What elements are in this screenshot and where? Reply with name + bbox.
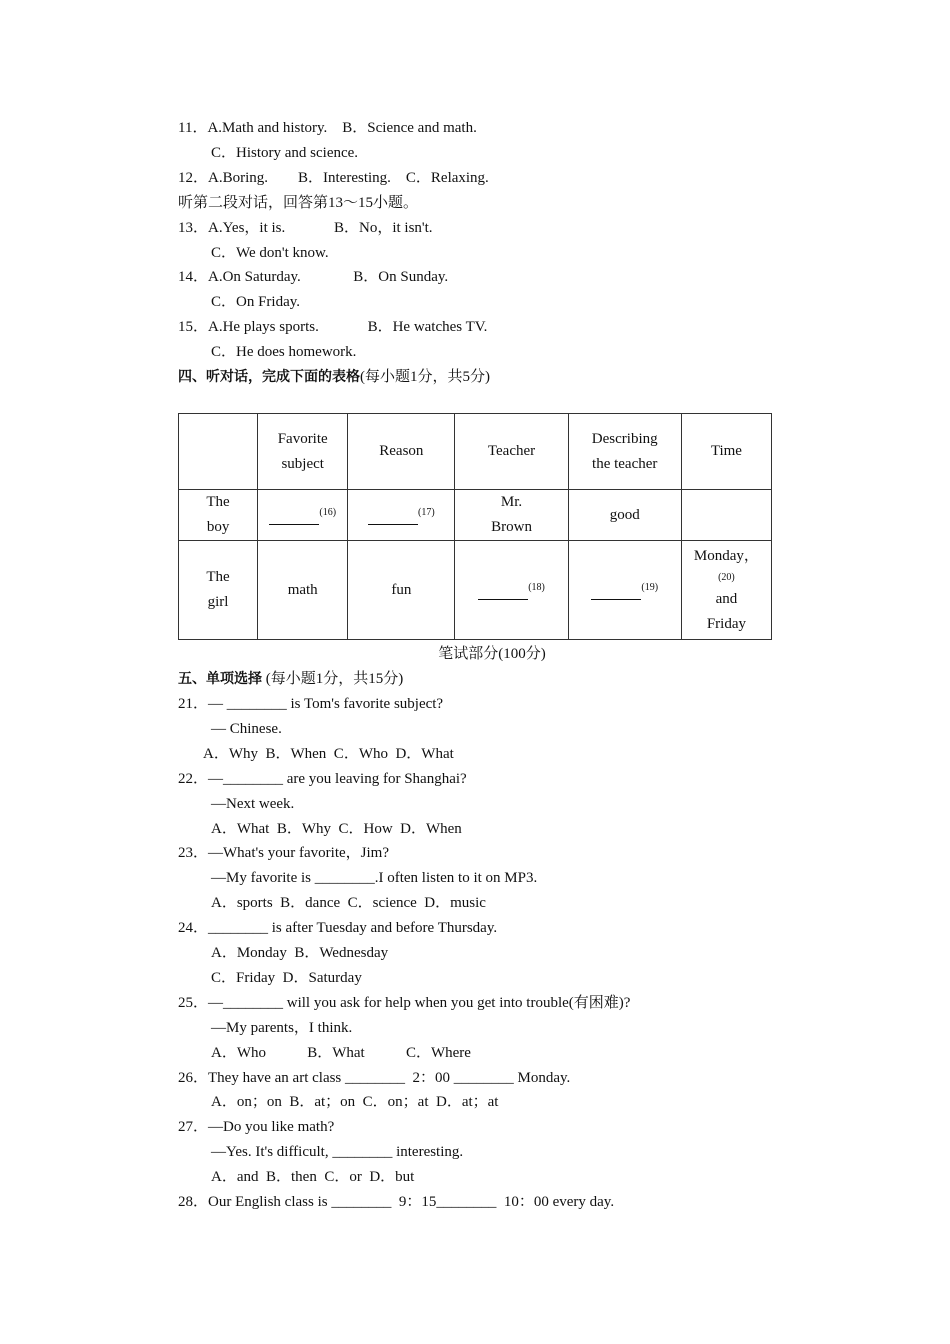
- question-line: 14．A.On Saturday. B．On Sunday.: [178, 269, 449, 286]
- question-line: A．Monday B．Wednesday: [211, 945, 389, 961]
- question-line: C．He does homework.: [211, 344, 357, 361]
- section-4-score: (每小题1分，共5分): [360, 369, 490, 385]
- question-line: 12．A.Boring. B．Interesting. C．Relaxing.: [178, 169, 489, 186]
- section-5-score: (每小题1分，共15分): [262, 671, 404, 687]
- girl-time: Monday， (20) and Friday: [681, 541, 771, 640]
- section-4-title: 四、听对话，完成下面的表格: [178, 369, 360, 385]
- question-line: 25．—________ will you ask for help when you get into trouble(有困难)?: [178, 994, 631, 1011]
- question-line: 28．Our English class is ________ 9：15________ 10：00 every day.: [178, 1194, 615, 1210]
- question-line: A．and B．then C．or D．but: [211, 1169, 415, 1186]
- question-line: —My parents，I think.: [211, 1019, 353, 1036]
- question-line: —My favorite is ________.I often listen to it on MP3.: [211, 870, 538, 887]
- header-reason: Reason: [348, 414, 455, 490]
- blank-18: (18): [455, 541, 568, 640]
- question-line: A．What B．Why C．How D．When: [211, 820, 462, 837]
- question-line: 24．________ is after Tuesday and before Thursday.: [178, 920, 498, 937]
- boy-teacher: Mr. Brown: [455, 490, 568, 541]
- header-describing: Describing the teacher: [568, 414, 681, 490]
- question-line: C．Friday D．Saturday: [211, 969, 362, 986]
- question-line: 11．A.Math and history. B．Science and math.: [178, 120, 477, 136]
- section-5-heading: [178, 669, 403, 689]
- question-line: 13．A.Yes，it is. B．No，it isn't.: [178, 219, 433, 236]
- section-4-heading: [178, 367, 490, 387]
- question-line: C．We don't know.: [211, 244, 329, 261]
- question-line: A．on；on B．at；on C．on；at D．at；at: [211, 1094, 499, 1111]
- blank-16: (16): [258, 490, 348, 541]
- header-empty: [179, 414, 258, 490]
- written-part-heading: 笔试部分(100分): [438, 646, 546, 662]
- question-line: 22．—________ are you leaving for Shanghai?: [178, 770, 467, 787]
- table-row-boy: [179, 490, 772, 541]
- question-line: 27．—Do you like math?: [178, 1119, 335, 1136]
- question-line: A．sports B．dance C．science D．music: [211, 895, 486, 912]
- question-line: 26．They have an art class ________ 2：00 ________ Monday.: [178, 1069, 571, 1086]
- boy-describe: good: [568, 490, 681, 541]
- question-line: — Chinese.: [211, 720, 282, 737]
- girl-subject: math: [258, 541, 348, 640]
- blank-19: (19): [568, 541, 681, 640]
- question-line: —Next week.: [211, 795, 295, 812]
- question-line: C．History and science.: [211, 144, 359, 161]
- question-line: 21．— ________ is Tom's favorite subject?: [178, 696, 444, 712]
- question-line: 听第二段对话，回答第13～15小题。: [178, 194, 419, 211]
- blank-17: (17): [348, 490, 455, 541]
- question-line: A．Who B．What C．Where: [211, 1044, 471, 1061]
- listening-table: [178, 413, 772, 640]
- question-line: A．Why B．When C．Who D．What: [203, 745, 454, 762]
- question-line: 15．A.He plays sports. B．He watches TV.: [178, 319, 488, 336]
- table-header-row: [179, 414, 772, 490]
- question-line: —Yes. It's difficult, ________ interesting.: [211, 1144, 464, 1161]
- table-row-girl: [179, 541, 772, 640]
- row-label-girl: The girl: [179, 541, 258, 640]
- row-label-boy: The boy: [179, 490, 258, 541]
- header-teacher: Teacher: [455, 414, 568, 490]
- girl-reason: fun: [348, 541, 455, 640]
- section-5-title: 五、单项选择: [178, 671, 262, 687]
- header-time: Time: [681, 414, 771, 490]
- question-line: 23．—What's your favorite，Jim?: [178, 845, 389, 862]
- question-line: C．On Friday.: [211, 294, 301, 311]
- boy-time: [681, 490, 771, 541]
- header-favorite-subject: Favorite subject: [258, 414, 348, 490]
